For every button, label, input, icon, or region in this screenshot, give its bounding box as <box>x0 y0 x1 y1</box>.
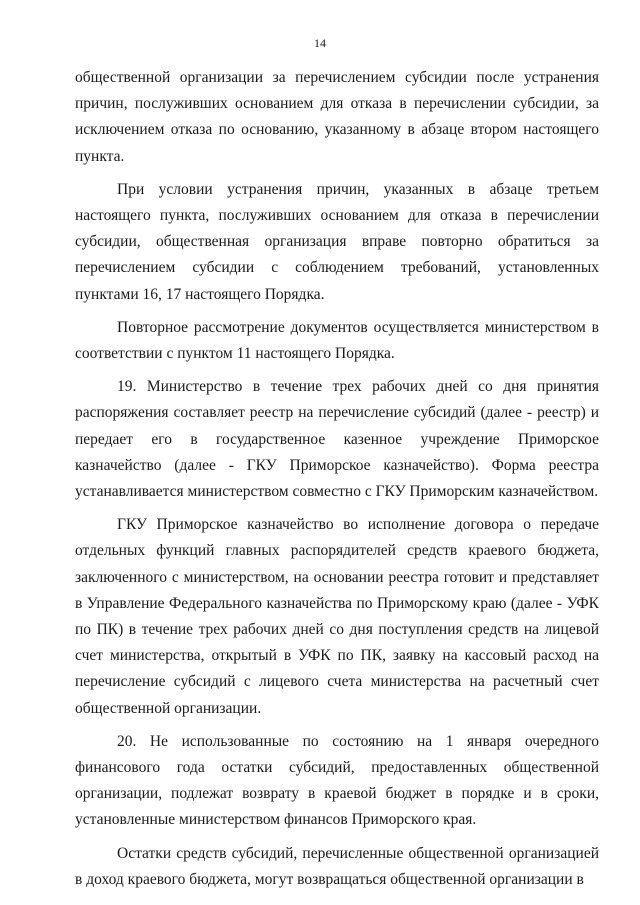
document-body <box>75 65 599 900</box>
paragraph-resubmission-conditions: При условии устранения причин, указанных в абзаце третьем настоящего пункта, послуживших основанием для отказа в перечислении субсидии, общественная организация вправе повторно обратиться за перечислением субсидии с соблюдением требований, установленных пунктами 16, 17 настоящего Порядка. <box>75 180 599 303</box>
paragraph-remaining-funds: Остатки средств субсидий, перечисленные общественной организацией в доход краевого бюджета, могут возвращаться общественной организации в <box>75 844 599 888</box>
paragraph-treasury-request: ГКУ Приморское казначейство во исполнение договора о передаче отдельных функций главных распорядителей средств краевого бюджета, заключенного с министерством, на основании реестра готовит и представляет в Управление Федерального казначейства по Приморскому краю (далее - УФК по ПК) в течение трех рабочих дней со дня поступления средств на лицевой счет министерства, открытый в УФК по ПК, заявку на кассовый расход на перечисление субсидий с лицевого счета министерства на расчетный счет общественной организации. <box>75 516 599 717</box>
paragraph-re-review: Повторное рассмотрение документов осуществляется министерством в соответствии с пунктом 11 настоящего Порядка. <box>75 318 599 363</box>
page-number: 14 <box>314 36 326 50</box>
paragraph-continuation: общественной организации за перечислением субсидии после устранения причин, послуживших основанием для отказа в перечислении субсидии, за исключением отказа по основанию, указанному в абзаце втором настоящего пункта. <box>75 69 599 165</box>
paragraph-item-19: 19. Министерство в течение трех рабочих дней со дня принятия распоряжения составляет реестр на перечисление субсидий (далее - реестр) и передает его в государственное казенное учреждение Приморское казначейство (далее - ГКУ Приморское казначейство). Форма реестра устанавливается министерством совместно с ГКУ Приморским казначейством. <box>75 378 599 501</box>
paragraph-item-20: 20. Не использованные по состоянию на 1 января очередного финансового года остатки субсидий, предоставленных общественной организации, подлежат возврату в краевой бюджет в порядке и в сроки, установленные министерством финансов Приморского края. <box>75 732 599 829</box>
